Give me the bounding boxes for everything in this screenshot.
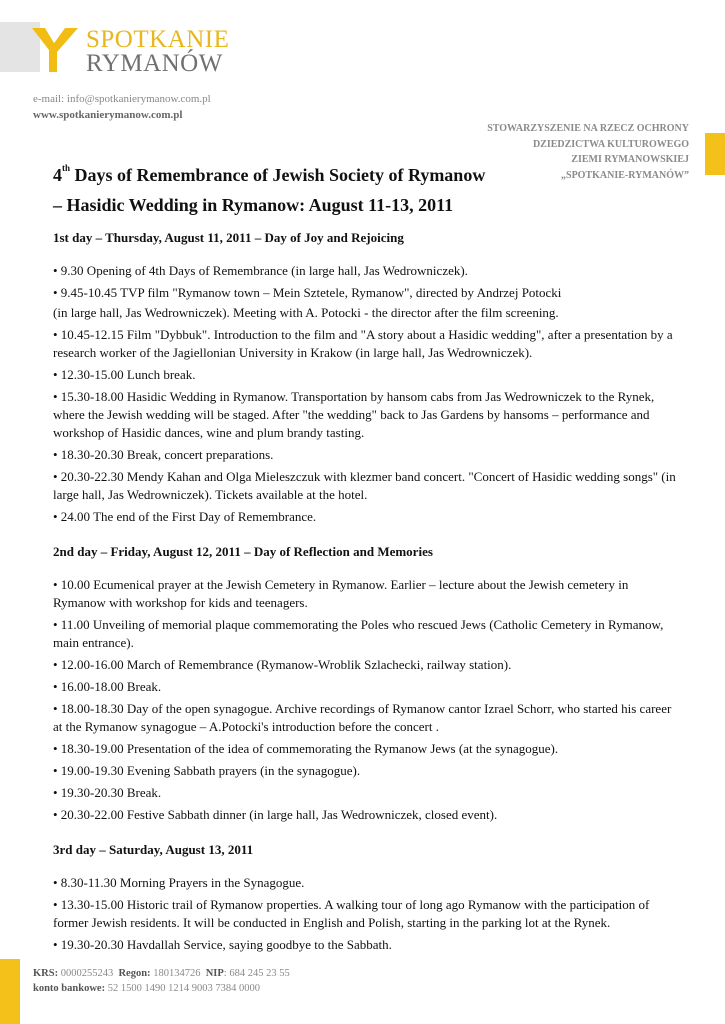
title-line-2: – Hasidic Wedding in Rymanow: August 11-13, 2011 <box>53 195 454 215</box>
footer-line-bank <box>33 981 290 996</box>
org-line: „SPOTKANIE-RYMANÓW” <box>561 169 689 181</box>
regon-value: 180134726 <box>153 968 201 979</box>
document-title <box>53 160 523 220</box>
title-line-1-text: Days of Remembrance of Jewish Society of Rymanow <box>70 165 486 185</box>
day-heading: 1st day – Thursday, August 11, 2011 – Day of Joy and Rejoicing <box>53 230 404 245</box>
regon-label: Regon: <box>118 968 151 979</box>
day-section-1 <box>53 229 683 526</box>
bank-account: 52 1500 1490 1214 9003 7384 0000 <box>107 983 260 994</box>
logo-word-spotkanie: SPOTKANIE <box>86 26 230 53</box>
day-heading: 3rd day – Saturday, August 13, 2011 <box>53 842 254 857</box>
nip-value: : 684 245 23 55 <box>223 968 290 979</box>
krs-value: 0000255243 <box>60 968 114 979</box>
nip-label: NIP <box>205 968 224 979</box>
day-section-2 <box>53 543 683 824</box>
program-item: • 19.30-20.30 Break. <box>53 785 162 800</box>
program-item: • 20.30-22.00 Festive Sabbath dinner (in large hall, Jas Wedrowniczek, closed event). <box>53 807 498 822</box>
right-accent-bar <box>705 133 725 175</box>
left-accent-bar <box>0 959 20 1024</box>
program-item: • 15.30-18.00 Hasidic Wedding in Rymanow. Transportation by hansom cabs from Jas Wedrowniczek to the Rynek, where the Jewish wedding will be staged. After "the wedding" back to Jas Gardens by hansoms – performance and workshop of Hasidic dances, wine and plum brandy tasting. <box>53 389 655 440</box>
program-item: • 18.30-19.00 Presentation of the idea of commemorating the Rymanow Jews (at the synagogue). <box>53 741 559 756</box>
title-line-1 <box>53 160 523 190</box>
program-item: • 16.00-18.00 Break. <box>53 679 162 694</box>
program-item: • 19.00-19.30 Evening Sabbath prayers (in the synagogue). <box>53 763 361 778</box>
org-line: DZIEDZICTWA KULTUROWEGO <box>532 138 689 150</box>
org-line: ZIEMI RYMANOWSKIEJ <box>571 154 689 165</box>
program-item: • 19.30-20.30 Havdallah Service, saying goodbye to the Sabbath. <box>53 937 392 952</box>
program-item: • 10.45-12.15 Film "Dybbuk". Introduction to the film and "A story about a Hasidic wedding", after a presentation by a research worker of the Jagiellonian University in Krakow (in large hall, Jas Wedrowniczek). <box>53 327 673 360</box>
krs-label: KRS: <box>33 968 59 979</box>
program-item: • 13.30-15.00 Historic trail of Rymanow properties. A walking tour of long ago Rymanow with the participation of former Jewish residents. It will be conducted in English and Polish, starting in the parking lot at the Rynek. <box>53 897 650 930</box>
org-line: STOWARZYSZENIE NA RZECZ OCHRONY <box>487 123 689 134</box>
program-item: • 9.45-10.45 TVP film "Rymanow town – Mein Sztetele, Rymanow", directed by Andrzej Potocki <box>53 285 562 300</box>
program-content <box>53 229 683 958</box>
bank-label: konto bankowe: <box>33 983 106 994</box>
logo-y-icon <box>30 26 80 74</box>
program-item: • 12.00-16.00 March of Remembrance (Rymanow-Wroblik Szlachecki, railway station). <box>53 657 512 672</box>
footer-registration <box>33 966 290 996</box>
day-section-3 <box>53 841 683 954</box>
program-item: • 18.00-18.30 Day of the open synagogue. Archive recordings of Rymanow cantor Izrael Schorr, who started his career at the Rymanow synagogue – A.Potocki's introduction before the concert . <box>53 701 672 734</box>
program-item: • 12.30-15.00 Lunch break. <box>53 367 196 382</box>
title-superscript: th <box>62 163 71 173</box>
section-gap <box>53 828 683 841</box>
title-number: 4 <box>53 165 62 185</box>
program-item: • 10.00 Ecumenical prayer at the Jewish Cemetery in Rymanow. Earlier – lecture about the Jewish cemetery in Rymanow with workshop for kids and teenagers. <box>53 577 629 610</box>
program-item: • 11.00 Unveiling of memorial plaque commemorating the Poles who rescued Jews (Catholic Cemetery in Rymanow, main entrance). <box>53 617 664 650</box>
program-item: • 8.30-11.30 Morning Prayers in the Synagogue. <box>53 875 305 890</box>
email-address[interactable]: e-mail: info@spotkanierymanow.com.pl <box>33 93 211 105</box>
program-item: • 24.00 The end of the First Day of Remembrance. <box>53 509 317 524</box>
program-item: (in large hall, Jas Wedrowniczek). Meeting with A. Potocki - the director after the film screening. <box>53 305 559 320</box>
footer-line-ids <box>33 966 290 981</box>
program-item: • 9.30 Opening of 4th Days of Remembrance (in large hall, Jas Wedrowniczek). <box>53 263 468 278</box>
logo-word-rymanow: RYMANÓW <box>86 50 223 77</box>
program-item: • 20.30-22.30 Mendy Kahan and Olga Mieleszczuk with klezmer band concert. "Concert of Hasidic wedding songs" (in large hall, Jas Wedrowniczek). Tickets available at the hotel. <box>53 469 676 502</box>
website-link[interactable]: www.spotkanierymanow.com.pl <box>33 109 183 121</box>
program-item: • 18.30-20.30 Break, concert preparations. <box>53 447 274 462</box>
section-gap <box>53 530 683 543</box>
day-heading: 2nd day – Friday, August 12, 2011 – Day of Reflection and Memories <box>53 544 433 559</box>
